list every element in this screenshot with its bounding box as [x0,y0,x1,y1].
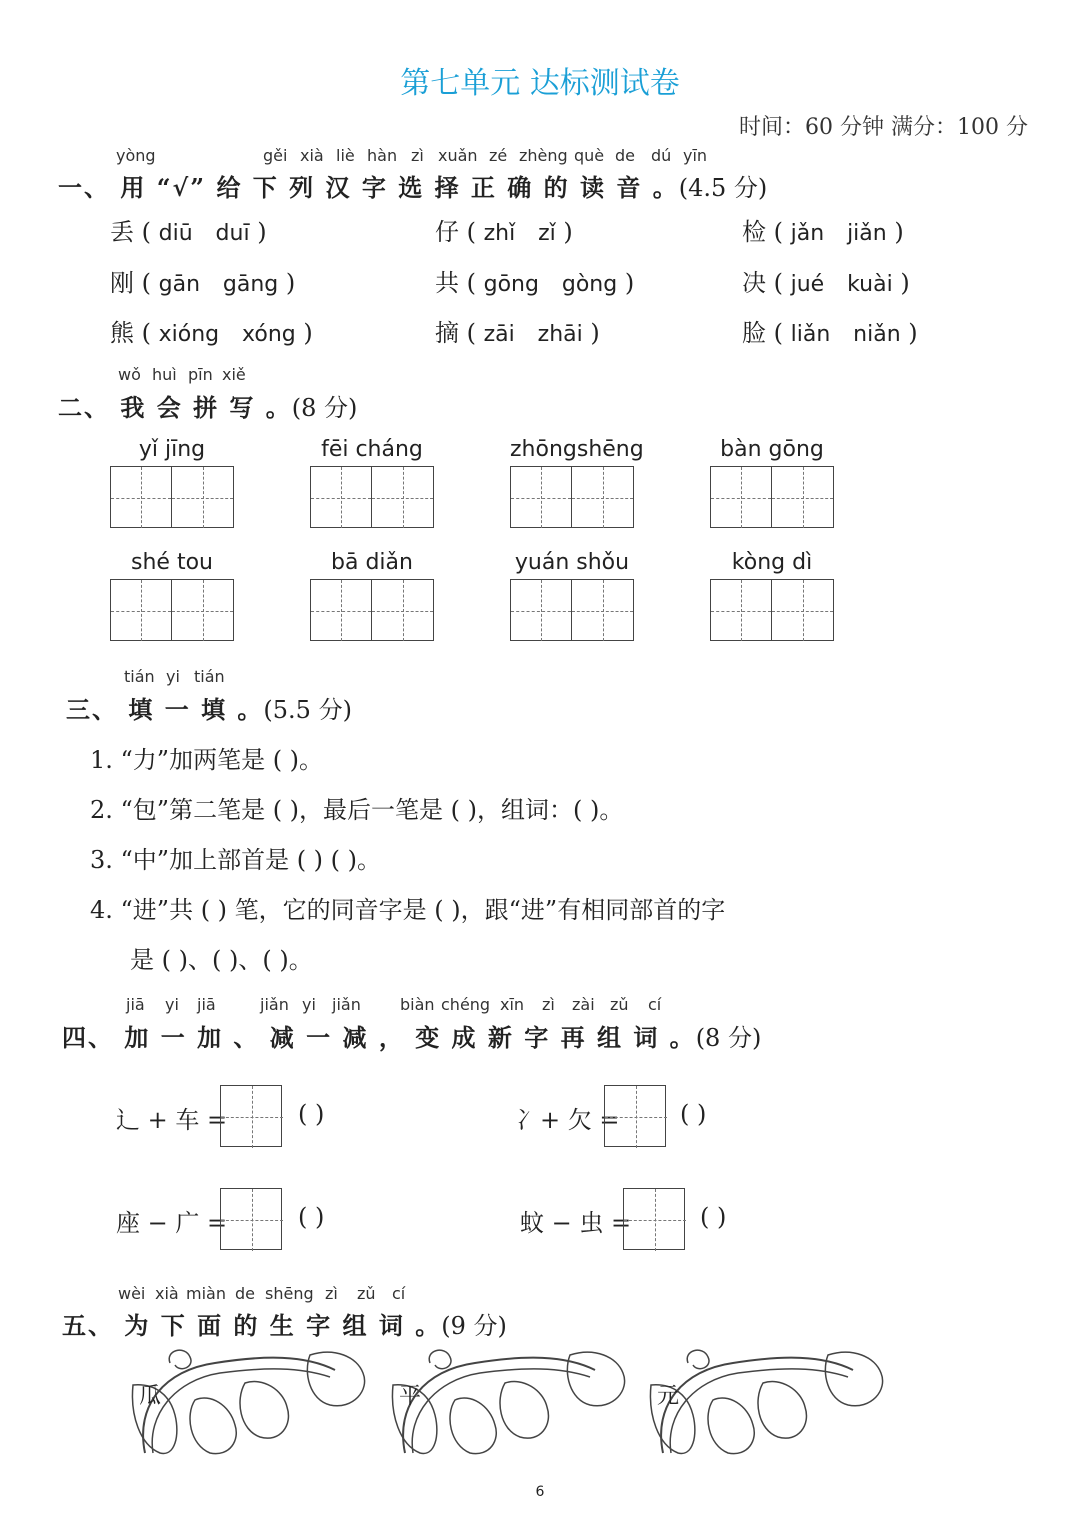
option-b[interactable]: duī [215,221,250,246]
answer-paren[interactable]: ( ) [700,1203,727,1231]
pinyin-10: què [574,146,605,165]
option-b[interactable]: xóng [242,322,296,347]
pinyin-s5-8: cí [392,1284,406,1303]
option-a[interactable]: zāi [483,322,515,347]
option-b[interactable]: niǎn [853,322,901,347]
pinyin-s4-9: xīn [500,995,525,1014]
option-row-item: 熊 ( xióng xóng ) [110,319,313,347]
option-char: 熊 [110,319,134,347]
option-a[interactable]: zhǐ [483,221,516,246]
pinyin-s5-5: shēng [265,1284,314,1303]
section-1-score: (4.5 分) [678,174,768,202]
pinyin-11: de [615,146,635,165]
pinyin-9: zhèng [519,146,568,165]
section-2-title: 二、 我 会 拼 写 。 [58,393,292,422]
pinyin-s2-2: huì [152,365,177,384]
pinyin-s4-7: biàn [400,995,435,1014]
answer-box[interactable] [220,1085,282,1147]
pinyin-s4-2: yi [165,995,179,1014]
section-4-heading [62,1018,761,1053]
pinyin-s5-7: zǔ [357,1284,376,1303]
option-a[interactable]: jǎn [790,221,825,246]
pinyin-s2-1: wǒ [118,365,141,384]
option-char: 决 [742,269,766,297]
option-row-item: 决 ( jué kuài ) [742,269,910,297]
flower-branch-3 [643,1345,903,1460]
pinyin-s4-12: zǔ [610,995,629,1014]
option-b[interactable]: gòng [561,272,618,297]
grid-pinyin-label: bā diǎn [331,550,413,575]
pinyin-s5-4: de [235,1284,255,1303]
section-5-score: (9 分) [441,1312,507,1340]
option-char: 检 [742,218,766,246]
writing-grid[interactable] [710,579,834,641]
pinyin-s4-6: jiǎn [332,995,361,1014]
option-char: 仔 [435,218,459,246]
fill-line-3[interactable]: 3. “中”加上部首是 ( ) ( )。 [90,846,382,874]
section-2-heading [58,388,357,423]
equation-3: 座 − 广 = [116,1209,228,1237]
pinyin-s2-3: pīn [188,365,213,384]
pinyin-s4-8: chéng [441,995,491,1014]
section-3-title: 三、 填 一 填 。 [66,695,264,724]
answer-box[interactable] [220,1188,282,1250]
pinyin-s4-3: jiā [197,995,216,1014]
pinyin-8: zé [489,146,508,165]
pinyin-7: xuǎn [438,146,478,165]
answer-box[interactable] [623,1188,685,1250]
flower-branch-1 [125,1345,385,1460]
page-number: 6 [535,1484,545,1500]
equation-4: 蚊 − 虫 = [520,1209,632,1237]
flower-char: 元 [657,1384,680,1409]
writing-grid[interactable] [510,466,634,528]
option-row-item: 检 ( jǎn jiǎn ) [742,218,904,246]
section-3-heading [66,690,352,725]
writing-grid[interactable] [310,466,434,528]
pinyin-13: yīn [683,146,708,165]
pinyin-5: hàn [367,146,398,165]
pinyin-s5-6: zì [325,1284,338,1303]
option-char: 脸 [742,319,766,347]
option-char: 丢 [110,218,134,246]
answer-box[interactable] [604,1085,666,1147]
pinyin-1: yòng [116,146,156,165]
option-b[interactable]: kuài [847,272,893,297]
pinyin-s5-1: wèi [118,1284,146,1303]
option-row-item: 刚 ( gān gāng ) [110,269,296,297]
grid-pinyin-label: fēi cháng [321,437,423,462]
option-a[interactable]: jué [790,272,825,297]
writing-grid[interactable] [510,579,634,641]
equation-2: 冫+ 欠 = [516,1106,620,1134]
pinyin-s5-3: miàn [186,1284,226,1303]
pinyin-s4-13: cí [648,995,662,1014]
option-row-item: 共 ( gōng gòng ) [435,269,635,297]
option-a[interactable]: liǎn [790,322,831,347]
pinyin-s2-4: xiě [222,365,246,384]
pinyin-12: dú [651,146,672,165]
fill-line-5[interactable]: 是 ( )、( )、( )。 [130,946,313,974]
grid-pinyin-label: zhōngshēng [510,437,644,462]
answer-paren[interactable]: ( ) [298,1100,325,1128]
option-char: 摘 [435,319,459,347]
flower-branch-2 [385,1345,645,1460]
pinyin-3: xià [300,146,324,165]
option-row-item: 仔 ( zhǐ zǐ ) [435,218,573,246]
option-char: 共 [435,269,459,297]
pinyin-s4-1: jiā [126,995,145,1014]
answer-paren[interactable]: ( ) [298,1203,325,1231]
option-b[interactable]: jiǎn [847,221,887,246]
option-b[interactable]: gāng [222,272,279,297]
option-a[interactable]: xióng [158,322,220,347]
section-3-score: (5.5 分) [263,696,352,724]
pinyin-6: zì [411,146,424,165]
writing-grid[interactable] [110,466,234,528]
section-4-title: 四、 加 一 加 、 减 一 减 ， 变 成 新 字 再 组 词 。 [62,1023,696,1052]
writing-grid[interactable] [110,579,234,641]
section-5-title: 五、 为 下 面 的 生 字 组 词 。 [62,1311,442,1340]
pinyin-s3-1: tián [124,667,155,686]
option-row-item: 摘 ( zāi zhāi ) [435,319,600,347]
section-2-score: (8 分) [291,394,358,422]
option-a[interactable]: gān [158,272,201,297]
section-5-heading [62,1306,507,1341]
grid-pinyin-label: bàn gōng [720,437,824,462]
page-title: 第七单元 达标测试卷 [400,66,680,101]
pinyin-4: liè [336,146,355,165]
option-row-item: 脸 ( liǎn niǎn ) [742,319,918,347]
grid-pinyin-label: yuán shǒu [514,550,630,575]
pinyin-2: gěi [263,146,288,165]
fill-line-1[interactable]: 1. “力”加两笔是 ( )。 [90,746,324,774]
option-b[interactable]: zhāi [537,322,583,347]
pinyin-s4-5: yi [302,995,316,1014]
option-a[interactable]: diū [158,221,193,246]
option-b[interactable]: zǐ [538,221,556,246]
grid-pinyin-label: kòng dì [731,550,813,575]
grid-pinyin-label: yǐ jīng [138,437,206,462]
writing-grid[interactable] [310,579,434,641]
pinyin-s5-2: xià [155,1284,179,1303]
flower-char: 瓜 [139,1384,162,1409]
section-1-title: 一、 用 “√” 给 下 列 汉 字 选 择 正 确 的 读 音 。 [58,173,679,202]
pinyin-s3-3: tián [194,667,225,686]
exam-meta: 时间：60 分钟 满分：100 分 [739,115,1028,140]
pinyin-s4-4: jiǎn [260,995,289,1014]
answer-paren[interactable]: ( ) [680,1100,707,1128]
section-4-score: (8 分) [695,1024,762,1052]
flower-char: 平 [399,1384,422,1409]
pinyin-s4-11: zài [572,995,595,1014]
equation-1: 辶 + 车 = [116,1106,228,1134]
writing-grid[interactable] [710,466,834,528]
pinyin-s4-10: zì [542,995,555,1014]
option-a[interactable]: gōng [483,272,539,297]
option-char: 刚 [110,269,134,297]
option-row-item: 丢 ( diū duī ) [110,218,267,246]
fill-line-2[interactable]: 2. “包”第二笔是 ( )，最后一笔是 ( )，组词：( )。 [90,796,624,824]
section-1-heading [58,168,767,203]
pinyin-s3-2: yi [166,667,180,686]
grid-pinyin-label: shé tou [131,550,213,575]
fill-line-4[interactable]: 4. “进”共 ( ) 笔，它的同音字是 ( )，跟“进”有相同部首的字 [90,896,726,924]
